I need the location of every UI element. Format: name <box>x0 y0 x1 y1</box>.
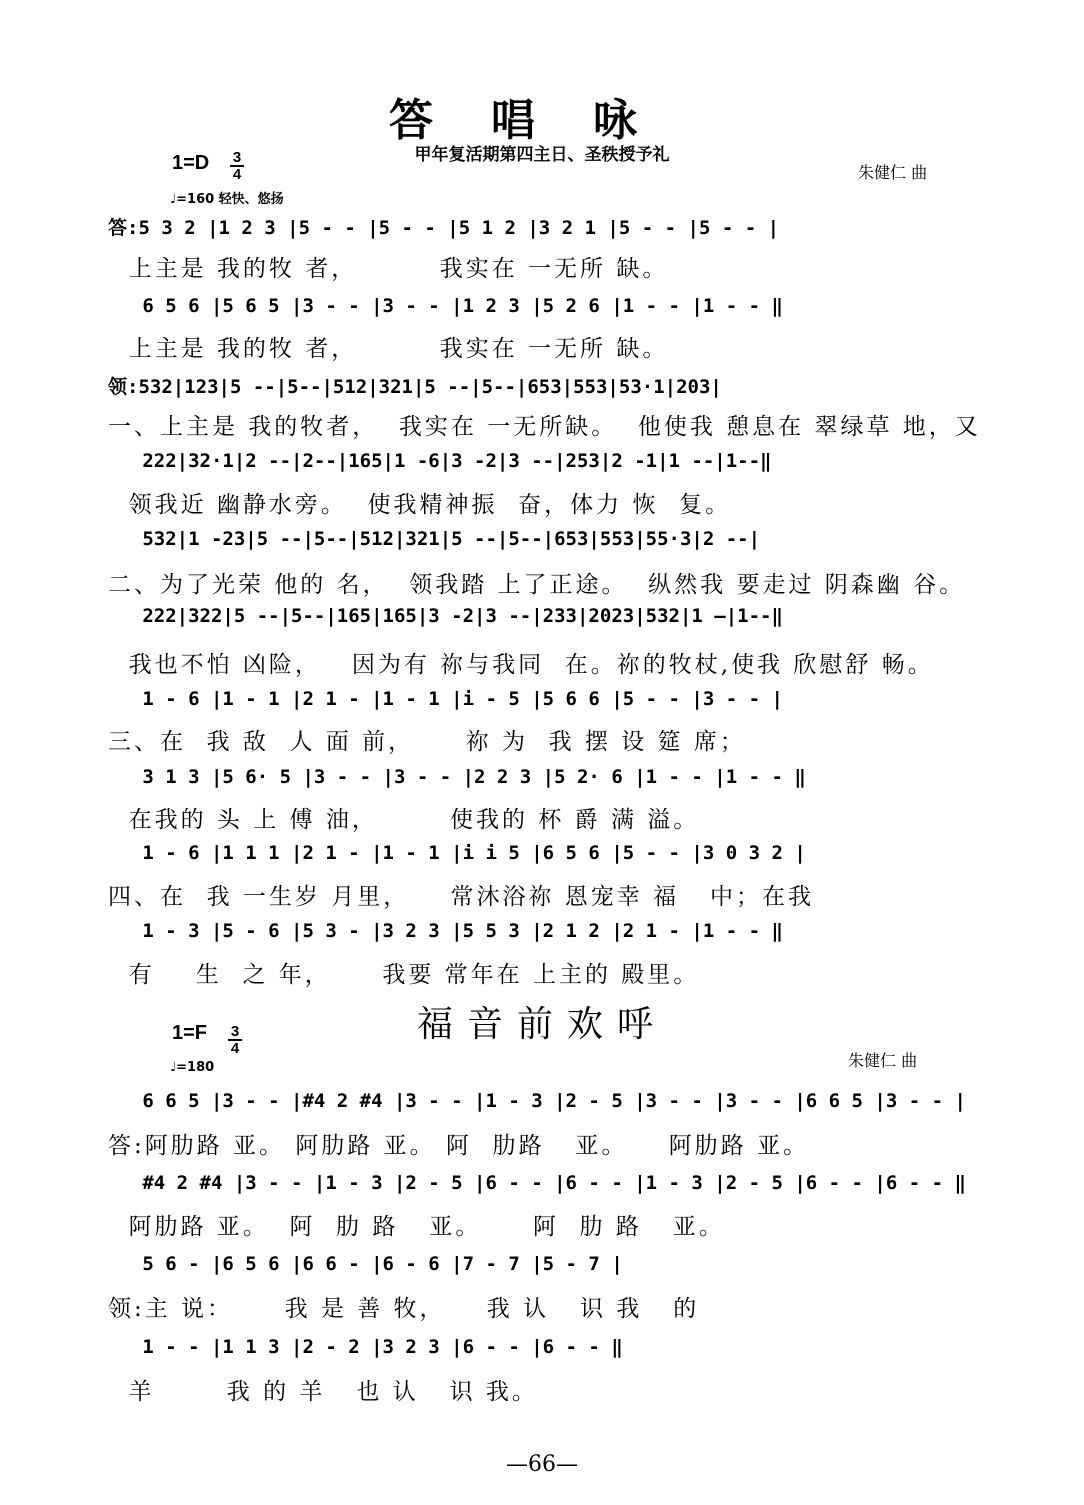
song1-lyrics-line: 三、在 我 敌 人 面 前， 祢 为 我 摆 设 筵 席； <box>108 729 746 755</box>
song2-title: 福音前欢呼 <box>416 1004 667 1045</box>
page-number: —66— <box>506 1452 578 1477</box>
song2-notes-line: #4 2 #4 |3 - - |1 - 3 |2 - 5 |6 - - |6 - - |1 - 3 |2 - 5 |6 - - |6 - - ‖ <box>108 1172 966 1194</box>
song2-lyrics-line: 答:阿肋路 亚。 阿肋路 亚。 阿 肋路 亚。 阿肋路 亚。 <box>108 1133 810 1159</box>
song2-meter <box>228 1024 242 1056</box>
song2-meter-bottom: 4 <box>230 1040 240 1057</box>
song1-notes-line: 3 1 3 |5 6· 5 |3 - - |3 - - |2 2 3 |5 2· 6 |1 - - |1 - - ‖ <box>108 766 806 788</box>
song1-notes-line: 答:5 3 2 |1 2 3 |5 - - |5 - - |5 1 2 |3 2 1 |5 - - |5 - - | <box>108 217 780 239</box>
song1-lyrics-line: 领我近 幽静水旁。 使我精神振 奋，体力 恢 复。 <box>108 492 732 518</box>
song2-lyrics-line: 领:主 说： 我 是 善 牧， 我 认 识 我 的 <box>108 1296 700 1322</box>
song1-notes-line: 领:532|123|5 --|5--|512|321|5 --|5--|653|553|53·1|203| <box>108 376 722 398</box>
song2-notes-line: 6 6 5 |3 - - |#4 2 #4 |3 - - |1 - 3 |2 - 5 |3 - - |3 - - |6 6 5 |3 - - | <box>108 1090 966 1112</box>
song1-composer: 朱健仁 曲 <box>858 163 928 182</box>
song2-notes-line: 1 - - |1 1 3 |2 - 2 |3 2 3 |6 - - |6 - - ‖ <box>108 1336 623 1358</box>
song1-meter <box>230 150 244 182</box>
song1-title: 答唱咏 <box>389 95 695 146</box>
song1-notes-line: 222|32·1|2 --|2--|165|1 -6|3 -2|3 --|253|2 -1|1 --|1--‖ <box>108 450 772 472</box>
song2-lyrics-line: 羊 我 的 羊 也 认 识 我。 <box>108 1379 538 1405</box>
song1-lyrics-line: 一、上主是 我的牧者， 我实在 一无所缺。 他使我 憩息在 翠绿草 地，又 <box>108 414 981 440</box>
song1-lyrics-line: 上主是 我的牧 者， 我实在 一无所 缺。 <box>108 256 669 282</box>
song2-key: 1=F <box>172 1022 208 1044</box>
song2-composer: 朱健仁 曲 <box>848 1051 918 1070</box>
song2-notes-line: 5 6 - |6 5 6 |6 6 - |6 - 6 |7 - 7 |5 - 7 | <box>108 1253 623 1275</box>
song1-tempo: ♩=160 轻快、悠扬 <box>170 192 284 207</box>
song1-lyrics-line: 上主是 我的牧 者， 我实在 一无所 缺。 <box>108 336 669 362</box>
song2-tempo: ♩=180 <box>170 1060 215 1075</box>
song1-notes-line: 1 - 3 |5 - 6 |5 3 - |3 2 3 |5 5 3 |2 1 2 |2 1 - |1 - - ‖ <box>108 920 783 942</box>
song1-notes-line: 6 5 6 |5 6 5 |3 - - |3 - - |1 2 3 |5 2 6 |1 - - |1 - - ‖ <box>108 295 783 317</box>
song1-notes-line: 1 - 6 |1 1 1 |2 1 - |1 - 1 |i i 5 |6 5 6 |5 - - |3 0 3 2 | <box>108 842 806 864</box>
song1-notes-line: 222|322|5 --|5--|165|165|3 -2|3 --|233|2023|532|1 —|1--‖ <box>108 605 783 627</box>
song1-lyrics-line: 有 生 之 年， 我要 常年在 上主的 殿里。 <box>108 962 700 988</box>
song1-key: 1=D <box>172 152 210 174</box>
song2-lyrics-line: 阿肋路 亚。 阿 肋 路 亚。 阿 肋 路 亚。 <box>108 1214 725 1240</box>
song1-notes-line: 1 - 6 |1 - 1 |2 1 - |1 - 1 |i - 5 |5 6 6 |5 - - |3 - - | <box>108 688 783 710</box>
song1-notes-line: 532|1 -23|5 --|5--|512|321|5 --|5--|653|553|55·3|2 --| <box>108 528 761 550</box>
song1-lyrics-line: 四、在 我 一生岁 月里， 常沐浴祢 恩宠幸 福 中；在我 <box>108 884 815 910</box>
song2-meter-top: 3 <box>228 1024 242 1041</box>
song1-meter-bottom: 4 <box>232 166 242 183</box>
song1-lyrics-line: 二、为了光荣 他的 名， 领我踏 上了正途。 纵然我 要走过 阴森幽 谷。 <box>108 572 966 598</box>
song1-meter-top: 3 <box>230 150 244 167</box>
song1-lyrics-line: 在我的 头 上 傅 油， 使我的 杯 爵 满 溢。 <box>108 807 700 833</box>
song1-subtitle: 甲年复活期第四主日、圣秩授予礼 <box>414 145 670 165</box>
song1-lyrics-line: 我也不怕 凶险， 因为有 祢与我同 在。祢的牧杖,使我 欣慰舒 畅。 <box>108 652 934 678</box>
